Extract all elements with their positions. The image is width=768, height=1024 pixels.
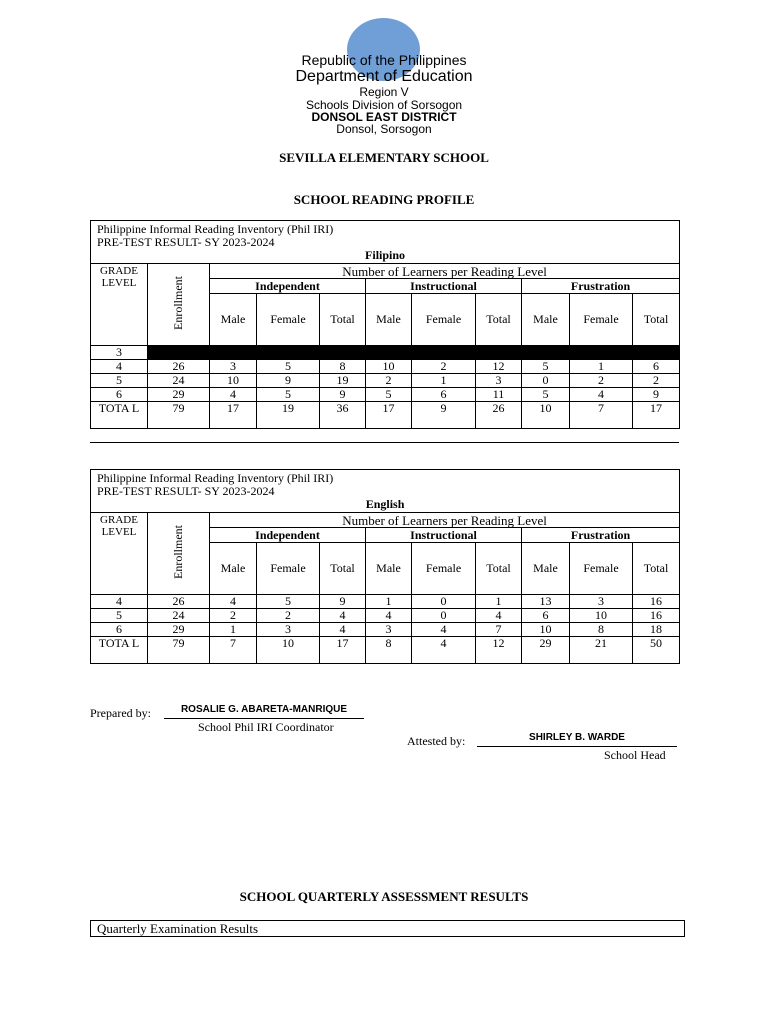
value-cell: 4 [210, 388, 257, 402]
male-header: Male [210, 543, 257, 595]
value-cell: 6 [412, 388, 476, 402]
value-cell: 4 [476, 609, 522, 623]
value-cell: 4 [570, 388, 633, 402]
enrollment-header [148, 513, 210, 595]
header-division: Schools Division of Sorsogon [305, 98, 463, 112]
value-cell: 5 [257, 595, 320, 609]
value-cell: 5 [366, 388, 412, 402]
grade-level-header: GRADE LEVEL [91, 513, 148, 595]
value-cell: 0 [412, 609, 476, 623]
value-cell: 8 [570, 623, 633, 637]
value-cell: 1 [476, 595, 522, 609]
value-cell: 19 [257, 402, 320, 429]
table-row [91, 609, 680, 623]
enrollment-header [148, 264, 210, 346]
male-header: Male [366, 543, 412, 595]
table-row [91, 388, 680, 402]
value-cell: 8 [320, 360, 366, 374]
value-cell: 6 [633, 360, 680, 374]
female-header: Female [257, 294, 320, 346]
value-cell: 17 [320, 637, 366, 664]
independent-header: Independent [210, 528, 366, 543]
female-header: Female [570, 294, 633, 346]
value-cell: 17 [633, 402, 680, 429]
value-cell: 4 [366, 609, 412, 623]
grade-cell: TOTA L [91, 637, 148, 664]
value-cell: 19 [320, 374, 366, 388]
value-cell: 36 [320, 402, 366, 429]
value-cell: 16 [633, 595, 680, 609]
male-header: Male [522, 543, 570, 595]
table-row [91, 360, 680, 374]
value-cell: 12 [476, 360, 522, 374]
grade-cell: 6 [91, 388, 148, 402]
table-info [91, 470, 680, 513]
value-cell: 17 [366, 402, 412, 429]
value-cell: 6 [522, 609, 570, 623]
reading-table-english [90, 469, 680, 664]
total-header: Total [633, 294, 680, 346]
value-cell: 26 [476, 402, 522, 429]
learners-header: Number of Learners per Reading Level [210, 513, 680, 528]
learners-header: Number of Learners per Reading Level [210, 264, 680, 279]
value-cell: 10 [522, 623, 570, 637]
header-town: Donsol, Sorsogon [336, 122, 432, 136]
value-cell: 4 [320, 609, 366, 623]
value-cell: 10 [570, 609, 633, 623]
grade-cell: TOTA L [91, 402, 148, 429]
enrollment-cell: 24 [148, 609, 210, 623]
value-cell: 10 [522, 402, 570, 429]
attested-by-name: SHIRLEY B. WARDE [477, 732, 677, 747]
value-cell: 2 [633, 374, 680, 388]
grade-cell: 4 [91, 595, 148, 609]
grade-cell: 6 [91, 623, 148, 637]
value-cell: 13 [522, 595, 570, 609]
table-test: PRE-TEST RESULT- SY 2023-2024 [97, 235, 275, 249]
prepared-by-label: Prepared by: [90, 706, 151, 720]
value-cell: 10 [257, 637, 320, 664]
value-cell: 4 [412, 637, 476, 664]
school-name: SEVILLA ELEMENTARY SCHOOL [279, 150, 489, 165]
value-cell: 21 [570, 637, 633, 664]
total-header: Total [476, 543, 522, 595]
value-cell: 3 [257, 623, 320, 637]
female-header: Female [412, 294, 476, 346]
instructional-header: Instructional [366, 279, 522, 294]
prepared-by-role: School Phil IRI Coordinator [198, 720, 334, 734]
profile-title: SCHOOL READING PROFILE [293, 192, 475, 207]
frustration-header: Frustration [522, 279, 680, 294]
value-cell: 16 [633, 609, 680, 623]
value-cell: 1 [210, 623, 257, 637]
male-header: Male [522, 294, 570, 346]
value-cell: 17 [210, 402, 257, 429]
enrollment-cell: 79 [148, 637, 210, 664]
value-cell: 2 [257, 609, 320, 623]
grade-cell: 3 [91, 346, 148, 360]
value-cell: 50 [633, 637, 680, 664]
male-header: Male [366, 294, 412, 346]
table-row-total [91, 402, 680, 429]
value-cell: 10 [366, 360, 412, 374]
value-cell: 7 [570, 402, 633, 429]
female-header: Female [412, 543, 476, 595]
header-region: Region V [359, 85, 409, 99]
female-header: Female [257, 543, 320, 595]
value-cell: 9 [320, 388, 366, 402]
table-language: Filipino [365, 248, 406, 262]
value-cell: 3 [476, 374, 522, 388]
table-language: English [365, 497, 405, 511]
value-cell: 2 [570, 374, 633, 388]
value-cell: 8 [366, 637, 412, 664]
table-source: Philippine Informal Reading Inventory (Phil IRI) [97, 222, 334, 236]
total-header: Total [320, 294, 366, 346]
table-row-blank [91, 346, 680, 360]
value-cell: 4 [320, 623, 366, 637]
value-cell: 7 [210, 637, 257, 664]
value-cell: 2 [366, 374, 412, 388]
value-cell: 9 [320, 595, 366, 609]
value-cell: 4 [210, 595, 257, 609]
enrollment-cell: 26 [148, 360, 210, 374]
enrollment-label: Enrollment [171, 276, 185, 330]
total-header: Total [320, 543, 366, 595]
attested-by-role: School Head [604, 748, 666, 762]
header-department: Department of Education [295, 68, 473, 85]
enrollment-label: Enrollment [171, 525, 185, 579]
reading-table-filipino [90, 220, 680, 429]
quarterly-box: Quarterly Examination Results [90, 920, 685, 937]
male-header: Male [210, 294, 257, 346]
enrollment-cell: 79 [148, 402, 210, 429]
value-cell: 3 [570, 595, 633, 609]
value-cell: 1 [412, 374, 476, 388]
independent-header: Independent [210, 279, 366, 294]
enrollment-cell: 26 [148, 595, 210, 609]
enrollment-cell: 29 [148, 388, 210, 402]
quarterly-title: SCHOOL QUARTERLY ASSESSMENT RESULTS [239, 889, 529, 904]
value-cell: 9 [257, 374, 320, 388]
value-cell: 7 [476, 623, 522, 637]
value-cell: 1 [366, 595, 412, 609]
grade-cell: 4 [91, 360, 148, 374]
grade-level-header: GRADE LEVEL [91, 264, 148, 346]
value-cell: 5 [257, 360, 320, 374]
value-cell: 12 [476, 637, 522, 664]
table-row [91, 595, 680, 609]
value-cell: 5 [522, 360, 570, 374]
value-cell: 11 [476, 388, 522, 402]
grade-cell: 5 [91, 374, 148, 388]
table-row-total [91, 637, 680, 664]
enrollment-cell: 29 [148, 623, 210, 637]
attested-by-label: Attested by: [407, 734, 466, 748]
female-header: Female [570, 543, 633, 595]
divider-line [90, 442, 679, 443]
value-cell: 9 [633, 388, 680, 402]
table-row [91, 623, 680, 637]
value-cell: 9 [412, 402, 476, 429]
grade-cell: 5 [91, 609, 148, 623]
header-republic: Republic of the Philippines [301, 52, 467, 68]
value-cell: 0 [412, 595, 476, 609]
value-cell: 3 [366, 623, 412, 637]
total-header: Total [476, 294, 522, 346]
value-cell: 4 [412, 623, 476, 637]
header-district: DONSOL EAST DISTRICT [311, 110, 457, 124]
value-cell: 5 [522, 388, 570, 402]
value-cell: 5 [257, 388, 320, 402]
value-cell: 1 [570, 360, 633, 374]
value-cell: 3 [210, 360, 257, 374]
instructional-header: Instructional [366, 528, 522, 543]
value-cell: 29 [522, 637, 570, 664]
table-source: Philippine Informal Reading Inventory (Phil IRI) [97, 471, 334, 485]
table-row [91, 374, 680, 388]
prepared-by-name: ROSALIE G. ABARETA-MANRIQUE [164, 704, 364, 719]
value-cell: 18 [633, 623, 680, 637]
value-cell: 2 [412, 360, 476, 374]
total-header: Total [633, 543, 680, 595]
blackout-cell [148, 346, 680, 360]
frustration-header: Frustration [522, 528, 680, 543]
table-test: PRE-TEST RESULT- SY 2023-2024 [97, 484, 275, 498]
value-cell: 2 [210, 609, 257, 623]
value-cell: 0 [522, 374, 570, 388]
enrollment-cell: 24 [148, 374, 210, 388]
table-info [91, 221, 680, 264]
value-cell: 10 [210, 374, 257, 388]
